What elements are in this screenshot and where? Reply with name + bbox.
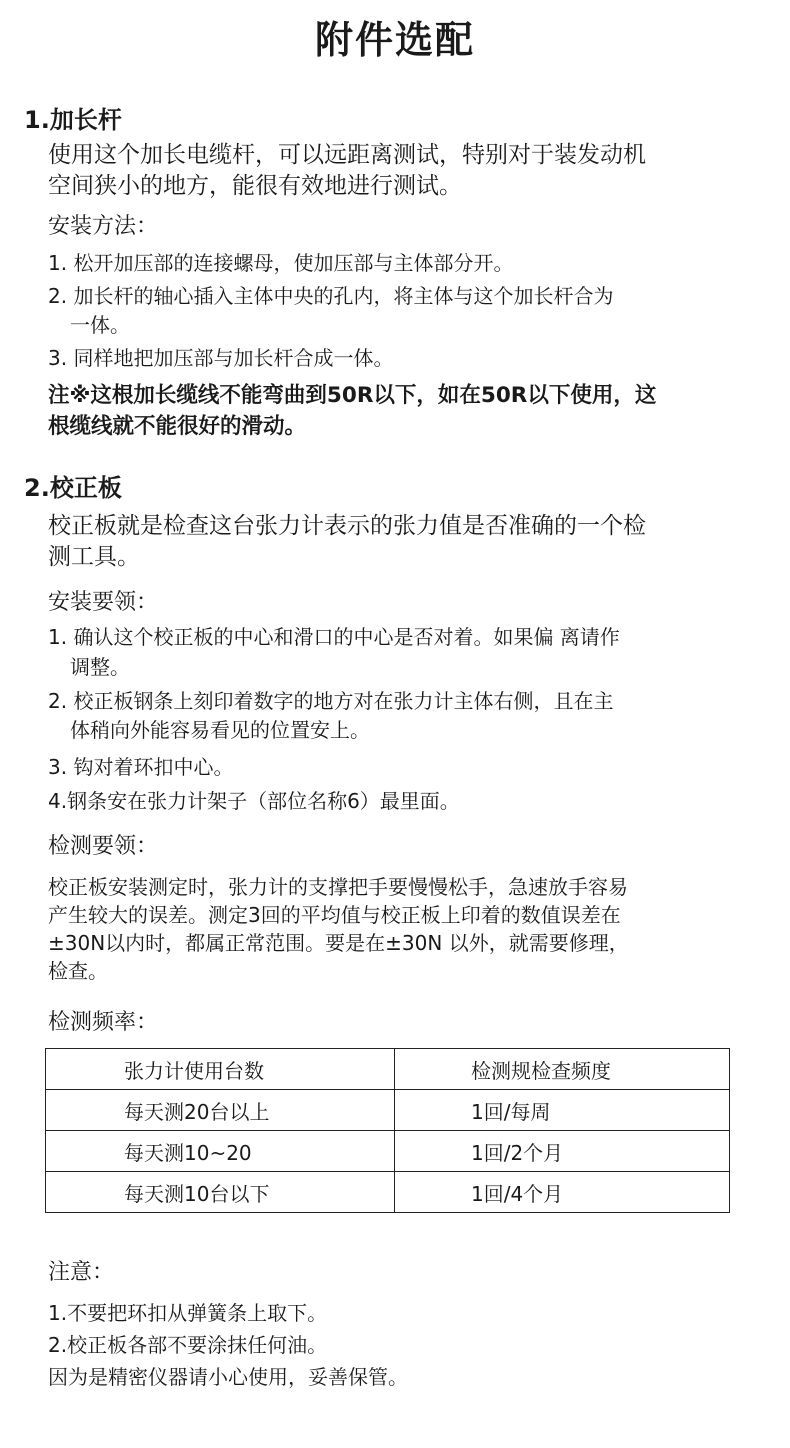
notice-label: 注意： <box>48 1260 115 1285</box>
step-item: 1. 确认这个校正板的中心和滑口的中心是否对着。如果偏 离请作 <box>48 625 620 649</box>
note-line: 注※这根加长缆线不能弯曲到50R以下，如在50R以下使用，这 <box>48 383 657 408</box>
install-method-label: 安装方法： <box>48 214 159 239</box>
section-heading-extension-rod: 1.加长杆 <box>24 106 122 134</box>
intro-line: 空间狭小的地方，能很有效地进行测试。 <box>48 173 462 199</box>
para-line: 校正板安装测定时，张力计的支撑把手要慢慢松手，急速放手容易 <box>48 875 628 899</box>
section-heading-calibration-plate: 2.校正板 <box>24 474 122 502</box>
step-item: 4.钢条安在张力计架子（部位名称6）最里面。 <box>48 789 460 813</box>
step-item: 2. 校正板钢条上刻印着数字的地方对在张力计主体右侧，且在主 <box>48 689 614 713</box>
step-item: 3. 钩对着环扣中心。 <box>48 755 234 779</box>
step-item: 2. 加长杆的轴心插入主体中央的孔内，将主体与这个加长杆合为 <box>48 284 614 308</box>
section2-intro <box>48 511 758 573</box>
section1-intro <box>48 140 758 202</box>
table-row <box>46 1131 730 1172</box>
section1-warning-note <box>48 380 758 442</box>
table-row <box>46 1172 730 1213</box>
notice-list <box>48 1297 758 1393</box>
notice-line: 1.不要把环扣从弹簧条上取下。 <box>48 1301 328 1325</box>
intro-line: 测工具。 <box>48 544 140 570</box>
frequency-table <box>45 1048 730 1213</box>
table-cell: 1回/2个月 <box>395 1131 730 1172</box>
intro-line: 校正板就是检查这台张力计表示的张力值是否准确的一个检 <box>48 513 646 539</box>
para-line: 检查。 <box>48 959 108 983</box>
table-cell: 1回/每周 <box>395 1090 730 1131</box>
table-header-row <box>46 1049 730 1090</box>
table-cell: 1回/4个月 <box>395 1172 730 1213</box>
notice-line: 因为是精密仪器请小心使用，妥善保管。 <box>48 1365 408 1389</box>
table-header-cell: 张力计使用台数 <box>46 1049 395 1090</box>
step-item: 3. 同样地把加压部与加长杆合成一体。 <box>48 346 394 370</box>
notice-line: 2.校正板各部不要涂抹任何油。 <box>48 1333 328 1357</box>
detect-frequency-label: 检测频率： <box>48 1010 159 1035</box>
note-line: 根缆线就不能很好的滑动。 <box>48 414 307 439</box>
table-cell: 每天测10~20 <box>46 1131 395 1172</box>
table-cell: 每天测20台以上 <box>46 1090 395 1131</box>
detect-essentials-label: 检测要领： <box>48 834 159 859</box>
table-row <box>46 1090 730 1131</box>
step-item: 1. 松开加压部的连接螺母，使加压部与主体部分开。 <box>48 251 514 275</box>
step-item-cont: 体稍向外能容易看见的位置安上。 <box>70 718 370 742</box>
page-title: 附件选配 <box>314 18 475 62</box>
table-header-cell: 检测规检查频度 <box>395 1049 730 1090</box>
detect-paragraph <box>48 873 753 985</box>
para-line: ±30N以内时，都属正常范围。要是在±30N 以外，就需要修理， <box>48 931 629 955</box>
step-item-cont: 调整。 <box>70 655 130 679</box>
install-essentials-label: 安装要领： <box>48 590 159 615</box>
intro-line: 使用这个加长电缆杆，可以远距离测试，特别对于装发动机 <box>48 142 646 168</box>
table-cell: 每天测10台以下 <box>46 1172 395 1213</box>
step-item-cont: 一体。 <box>70 313 130 337</box>
para-line: 产生较大的误差。测定3回的平均值与校正板上印着的数值误差在 <box>48 903 621 927</box>
